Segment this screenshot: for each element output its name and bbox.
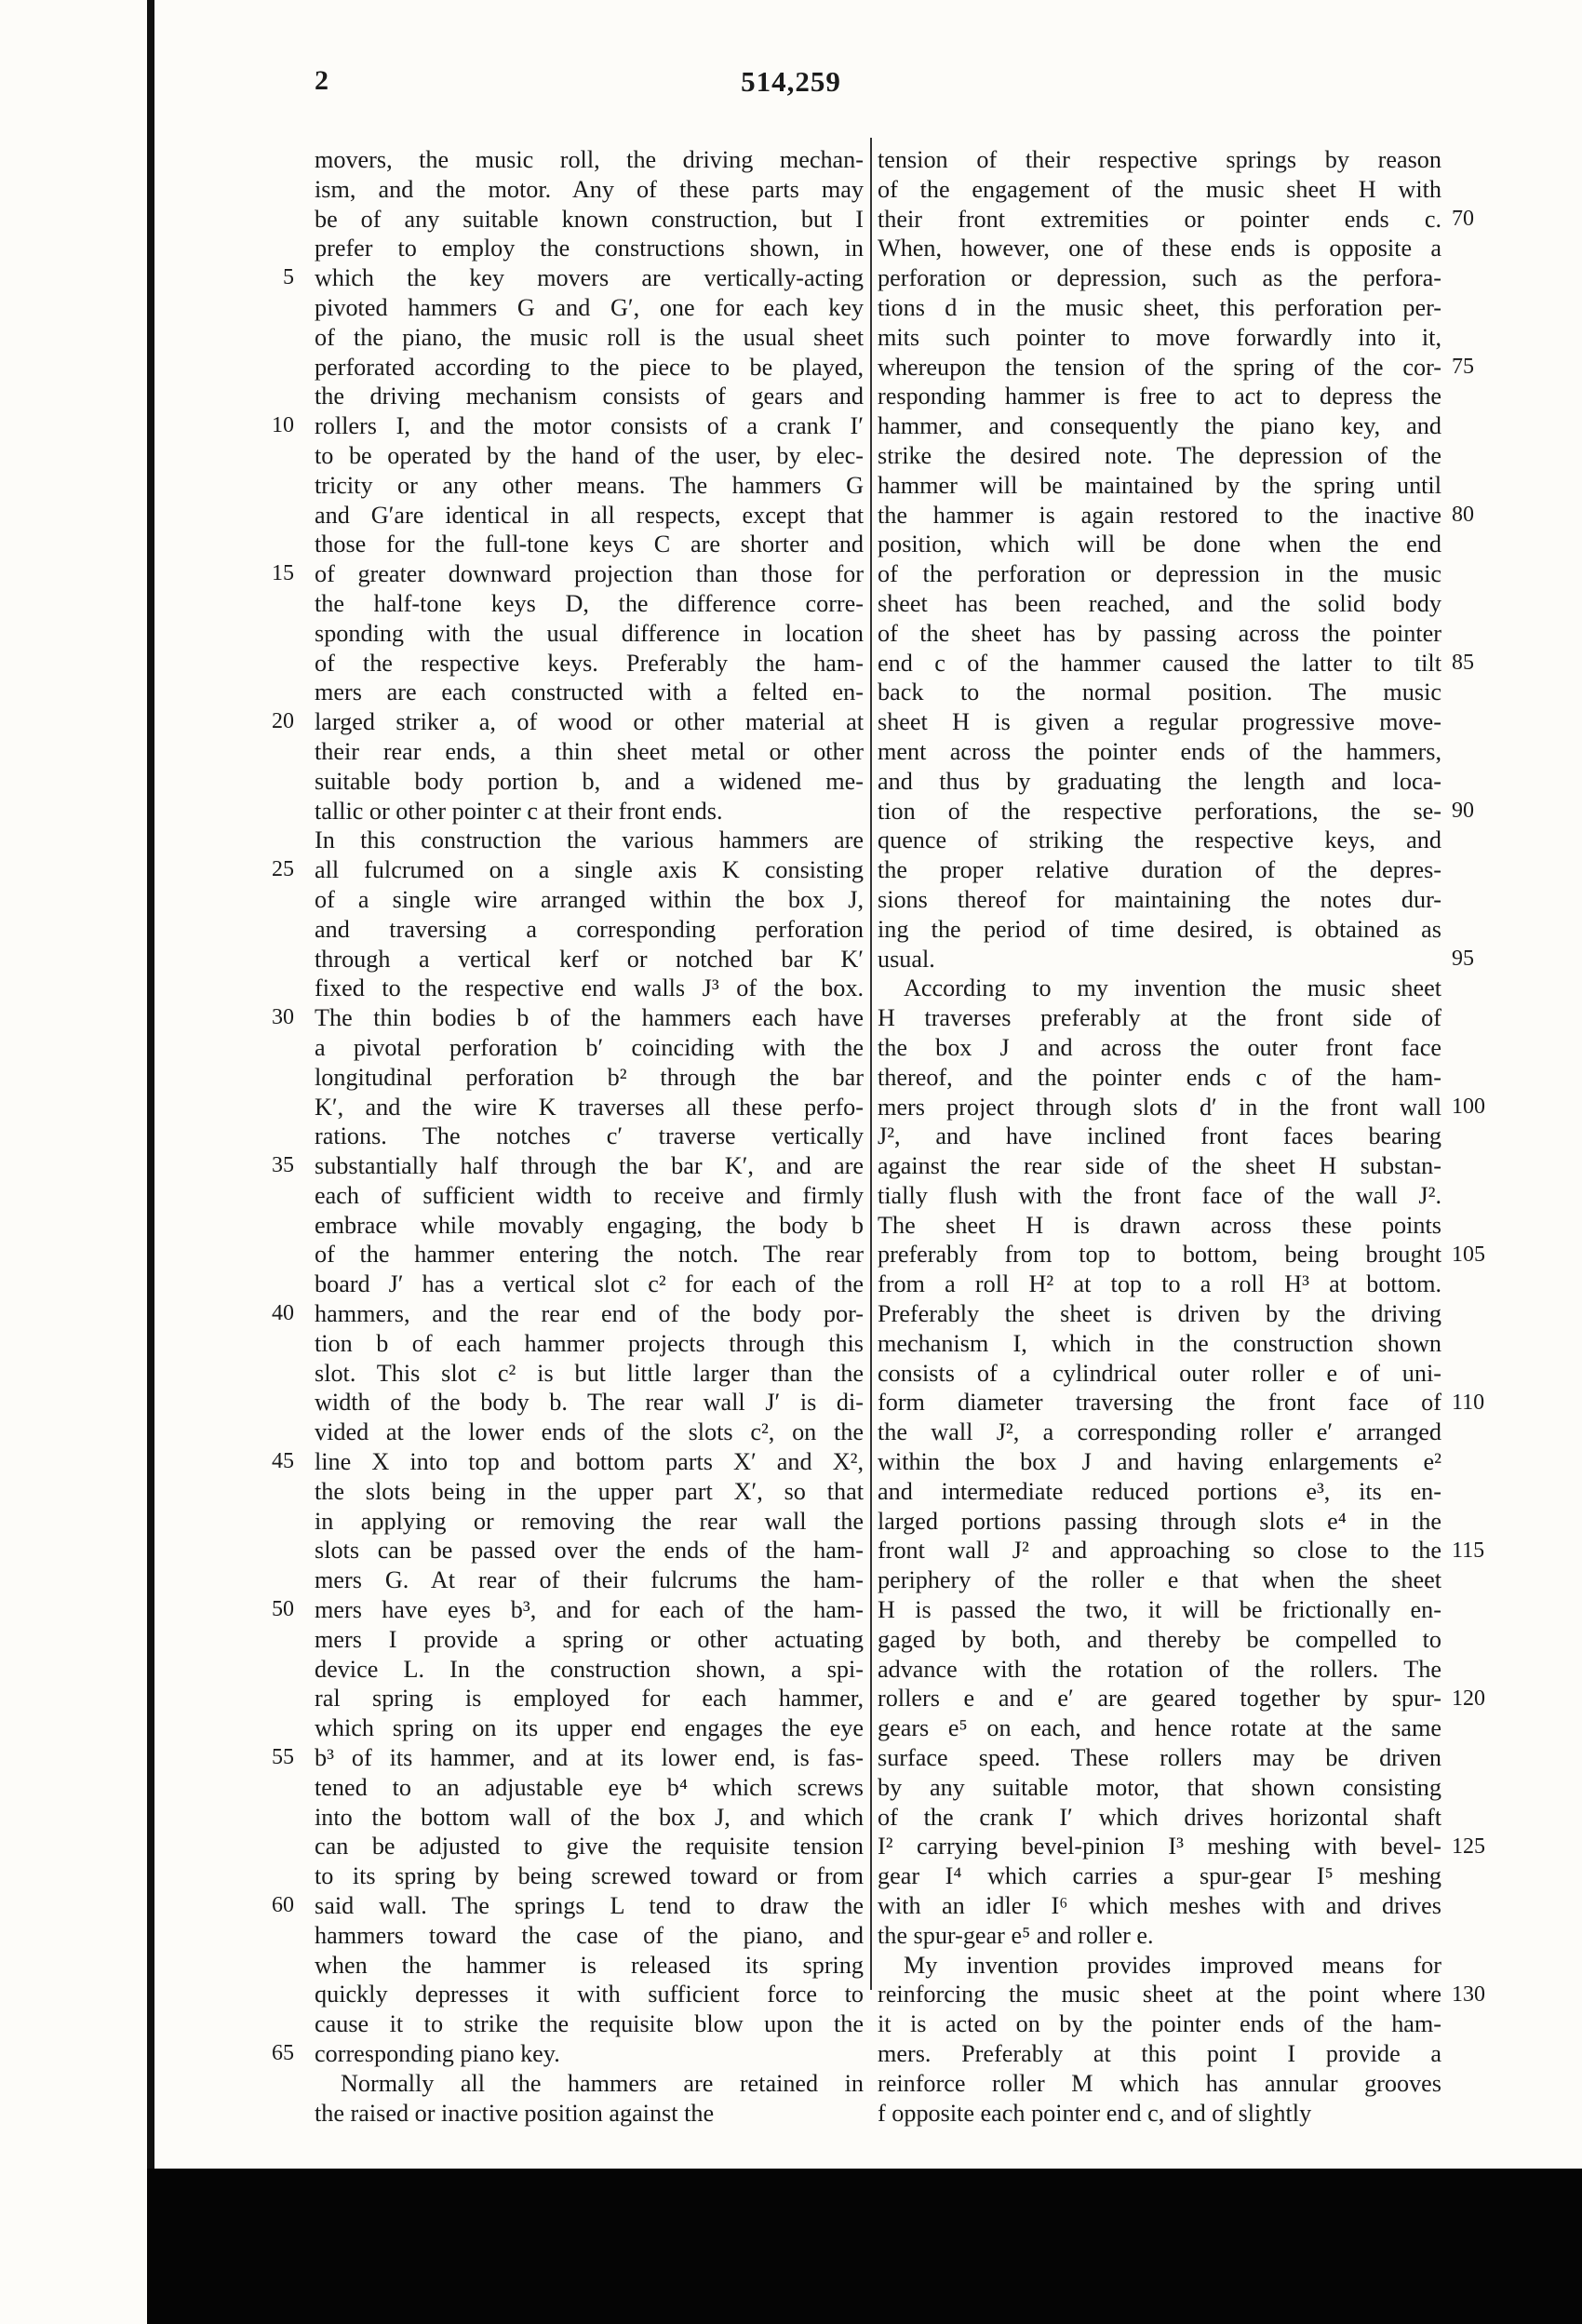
text-line: gears e⁵ on each, and hence rotate at the same [878, 1714, 1441, 1742]
text-line: of the piano, the music roll is the usual sheet [315, 323, 864, 351]
text-line: hammer, and consequently the piano key, and [878, 412, 1441, 440]
text-line: corresponding piano key. [315, 2040, 560, 2067]
text-line: ing the period of time desired, is obtained as [878, 915, 1441, 943]
text-line: those for the full-tone keys C are shorter and [315, 531, 864, 558]
text-line: each of sufficient width to receive and firmly [315, 1181, 864, 1209]
text-line: H is passed the two, it will be frictionally en- [878, 1596, 1441, 1624]
text-line: and G′are identical in all respects, except that [315, 501, 864, 529]
line-number: 115 [1452, 1538, 1485, 1563]
text-line: the driving mechanism consists of gears and [315, 383, 864, 410]
page-number: 2 [315, 65, 328, 96]
text-line: usual. [878, 945, 935, 973]
line-number: 40 [272, 1301, 294, 1326]
text-line: position, which will be done when the end [878, 531, 1441, 558]
text-line: by any suitable motor, that shown consisting [878, 1773, 1441, 1801]
text-line: form diameter traversing the front face of [878, 1389, 1441, 1417]
text-line: and traversing a corresponding perforation [315, 915, 864, 943]
text-line: mits such pointer to move forwardly into it, [878, 323, 1441, 351]
text-line: ism, and the motor. Any of these parts may [315, 175, 864, 203]
text-line: whereupon the tension of the spring of the cor- [878, 353, 1441, 381]
line-number: 65 [272, 2041, 294, 2066]
text-line: which the key movers are vertically-acting [315, 264, 864, 292]
text-line: all fulcrumed on a single axis K consisting [315, 856, 864, 884]
text-line: board J′ has a vertical slot c² for each of the [315, 1270, 864, 1298]
text-line: the wall J², a corresponding roller e′ arranged [878, 1418, 1441, 1446]
text-line: responding hammer is free to act to depress the [878, 383, 1441, 410]
scan-edge-bottom [147, 2169, 1582, 2324]
text-line: the slots being in the upper part X′, so that [315, 1477, 864, 1505]
text-line: periphery of the roller e that when the sheet [878, 1566, 1441, 1594]
text-line: of the respective keys. Preferably the ham- [315, 649, 864, 677]
text-line: K′, and the wire K traverses all these perfo- [315, 1093, 864, 1121]
line-number: 120 [1452, 1686, 1485, 1711]
text-line: device L. In the construction shown, a spi- [315, 1655, 864, 1683]
text-line: hammer will be maintained by the spring until [878, 471, 1441, 499]
text-line: Preferably the sheet is driven by the driving [878, 1300, 1441, 1328]
text-line: gear I⁴ which carries a spur-gear I⁵ meshing [878, 1862, 1441, 1890]
line-number: 110 [1452, 1390, 1485, 1415]
text-line: the spur-gear e⁵ and roller e. [878, 1921, 1154, 1949]
text-line: front wall J² and approaching so close to the [878, 1537, 1441, 1565]
text-line: slot. This slot c² is but little larger than the [315, 1359, 864, 1387]
line-number: 80 [1452, 502, 1474, 527]
text-line: perforation or depression, such as the perfora- [878, 264, 1441, 292]
line-number: 105 [1452, 1242, 1485, 1267]
text-line: mers G. At rear of their fulcrums the ham- [315, 1566, 864, 1594]
text-line: tricity or any other means. The hammers G [315, 471, 864, 499]
text-line: f opposite each pointer end c, and of slightly [878, 2099, 1312, 2127]
text-line: the half-tone keys D, the difference corre- [315, 589, 864, 617]
text-line: of greater downward projection than those for [315, 560, 864, 588]
text-line: mechanism I, which in the construction shown [878, 1329, 1441, 1357]
text-line: advance with the rotation of the rollers. The [878, 1655, 1441, 1683]
text-line: larged portions passing through slots e⁴ in the [878, 1507, 1441, 1535]
text-line: tallic or other pointer c at their front ends. [315, 797, 723, 825]
line-number: 125 [1452, 1834, 1485, 1859]
text-line: slots can be passed over the ends of the ham- [315, 1537, 864, 1565]
text-line: of the crank I′ which drives horizontal shaft [878, 1803, 1441, 1831]
text-line: My invention provides improved means for [904, 1951, 1441, 1979]
line-number: 10 [272, 413, 294, 438]
text-line: tension of their respective springs by reason [878, 146, 1441, 173]
text-line: ment across the pointer ends of the hammers, [878, 737, 1441, 765]
text-line: surface speed. These rollers may be driven [878, 1744, 1441, 1772]
text-line: their front extremities or pointer ends c. [878, 205, 1441, 233]
text-line: back to the normal position. The music [878, 678, 1441, 706]
text-line: to be operated by the hand of the user, by elec- [315, 441, 864, 469]
text-line: line X into top and bottom parts X′ and X², [315, 1448, 864, 1476]
text-line: sheet H is given a regular progressive move- [878, 708, 1441, 736]
text-line: The thin bodies b of the hammers each have [315, 1004, 864, 1032]
text-line: ral spring is employed for each hammer, [315, 1685, 864, 1713]
text-line: prefer to employ the constructions shown, in [315, 235, 864, 262]
line-number: 5 [283, 265, 294, 290]
text-line: against the rear side of the sheet H substan- [878, 1152, 1441, 1180]
line-number: 100 [1452, 1094, 1485, 1119]
line-number: 70 [1452, 206, 1474, 231]
text-line: H traverses preferably at the front side of [878, 1004, 1441, 1032]
text-line: quickly depresses it with sufficient force to [315, 1981, 864, 2008]
patent-number: 514,259 [741, 65, 841, 98]
text-line: fixed to the respective end walls J³ of the box. [315, 974, 864, 1002]
text-line: end c of the hammer caused the latter to tilt [878, 649, 1441, 677]
text-line: I² carrying bevel-pinion I³ meshing with bevel- [878, 1833, 1441, 1861]
text-line: of the engagement of the music sheet H with [878, 175, 1441, 203]
text-line: Normally all the hammers are retained in [341, 2069, 864, 2097]
line-number: 90 [1452, 798, 1474, 823]
line-number: 25 [272, 857, 294, 882]
text-line: when the hammer is released its spring [315, 1951, 864, 1979]
text-line: embrace while movably engaging, the body b [315, 1211, 864, 1239]
text-line: In this construction the various hammers are [315, 826, 864, 854]
text-line: which spring on its upper end engages the eye [315, 1714, 864, 1742]
text-line: The sheet H is drawn across these points [878, 1211, 1441, 1239]
text-line: said wall. The springs L tend to draw the [315, 1892, 864, 1920]
text-line: suitable body portion b, and a widened me- [315, 767, 864, 795]
scan-edge-left [147, 0, 154, 2178]
text-line: hammers, and the rear end of the body por- [315, 1300, 864, 1328]
text-line: of the sheet has by passing across the pointer [878, 619, 1441, 647]
text-line: it is acted on by the pointer ends of the ham- [878, 2010, 1441, 2038]
text-line: mers have eyes b³, and for each of the ham- [315, 1596, 864, 1624]
text-line: J², and have inclined front faces bearing [878, 1122, 1441, 1150]
text-line: tions d in the music sheet, this perforation per- [878, 293, 1441, 321]
text-line: According to my invention the music sheet [904, 974, 1441, 1002]
text-line: hammers toward the case of the piano, and [315, 1921, 864, 1949]
text-line: rollers I, and the motor consists of a crank I′ [315, 412, 864, 440]
text-line: larged striker a, of wood or other material at [315, 708, 864, 736]
text-line: gaged by both, and thereby be compelled to [878, 1625, 1441, 1653]
right-column [878, 145, 1441, 2128]
line-number: 30 [272, 1005, 294, 1030]
text-line: tion b of each hammer projects through this [315, 1329, 864, 1357]
text-line: tened to an adjustable eye b⁴ which screws [315, 1773, 864, 1801]
text-line: mers are each constructed with a felted en- [315, 678, 864, 706]
text-line: the box J and across the outer front face [878, 1033, 1441, 1061]
text-line: strike the desired note. The depression of the [878, 441, 1441, 469]
text-line: pivoted hammers G and G′, one for each key [315, 293, 864, 321]
line-number: 95 [1452, 946, 1474, 971]
text-line: longitudinal perforation b² through the bar [315, 1063, 864, 1091]
line-number: 55 [272, 1745, 294, 1770]
left-column [315, 145, 864, 2128]
text-line: vided at the lower ends of the slots c², on the [315, 1418, 864, 1446]
text-line: of a single wire arranged within the box J, [315, 885, 864, 913]
text-line: sponding with the usual difference in location [315, 619, 864, 647]
line-number: 60 [272, 1893, 294, 1918]
text-line: tion of the respective perforations, the se- [878, 797, 1441, 825]
text-line: reinforce roller M which has annular grooves [878, 2069, 1441, 2097]
line-number: 50 [272, 1597, 294, 1622]
text-line: from a roll H² at top to a roll H³ at bottom. [878, 1270, 1441, 1298]
line-number: 75 [1452, 354, 1474, 379]
text-line: a pivotal perforation b′ coinciding with the [315, 1033, 864, 1061]
text-line: When, however, one of these ends is opposite a [878, 235, 1441, 262]
text-line: thereof, and the pointer ends c of the ham- [878, 1063, 1441, 1091]
text-line: with an idler I⁶ which meshes with and drives [878, 1892, 1441, 1920]
text-line: sheet has been reached, and the solid body [878, 589, 1441, 617]
text-line: of the perforation or depression in the music [878, 560, 1441, 588]
text-line: within the box J and having enlargements e² [878, 1448, 1441, 1476]
text-line: rollers e and e′ are geared together by spur- [878, 1685, 1441, 1713]
text-line: can be adjusted to give the requisite tension [315, 1833, 864, 1861]
text-line: reinforcing the music sheet at the point where [878, 1981, 1441, 2008]
text-line: mers project through slots d′ in the front wall [878, 1093, 1441, 1121]
text-line: the proper relative duration of the depres- [878, 856, 1441, 884]
text-line: and intermediate reduced portions e³, its en- [878, 1477, 1441, 1505]
text-line: of the hammer entering the notch. The rear [315, 1241, 864, 1269]
text-line: b³ of its hammer, and at its lower end, is fas- [315, 1744, 864, 1772]
text-line: mers. Preferably at this point I provide a [878, 2040, 1441, 2067]
text-line: to its spring by being screwed toward or from [315, 1862, 864, 1890]
line-number: 130 [1452, 1981, 1485, 2007]
line-number: 35 [272, 1153, 294, 1178]
text-line: consists of a cylindrical outer roller e of uni- [878, 1359, 1441, 1387]
text-line: preferably from top to bottom, being brought [878, 1241, 1441, 1269]
line-number: 45 [272, 1449, 294, 1474]
text-line: cause it to strike the requisite blow upon the [315, 2010, 864, 2038]
text-line: their rear ends, a thin sheet metal or other [315, 737, 864, 765]
text-line: rations. The notches c′ traverse vertically [315, 1122, 864, 1150]
text-line: the raised or inactive position against the [315, 2099, 715, 2127]
text-line: movers, the music roll, the driving mechan- [315, 146, 864, 173]
text-line: mers I provide a spring or other actuating [315, 1625, 864, 1653]
column-divider [870, 138, 872, 1990]
text-line: in applying or removing the rear wall the [315, 1507, 864, 1535]
line-number: 85 [1452, 650, 1474, 675]
text-line: the hammer is again restored to the inactive [878, 501, 1441, 529]
text-line: be of any suitable known construction, but I [315, 205, 864, 233]
line-number: 15 [272, 561, 294, 586]
text-line: perforated according to the piece to be played, [315, 353, 864, 381]
text-line: quence of striking the respective keys, and [878, 826, 1441, 854]
text-line: substantially half through the bar K′, and are [315, 1152, 864, 1180]
text-line: width of the body b. The rear wall J′ is di- [315, 1389, 864, 1417]
text-line: and thus by graduating the length and loca- [878, 767, 1441, 795]
text-line: into the bottom wall of the box J, and which [315, 1803, 864, 1831]
line-number: 20 [272, 709, 294, 734]
text-line: sions thereof for maintaining the notes dur- [878, 885, 1441, 913]
text-line: through a vertical kerf or notched bar K′ [315, 945, 864, 973]
text-line: tially flush with the front face of the wall J². [878, 1181, 1441, 1209]
